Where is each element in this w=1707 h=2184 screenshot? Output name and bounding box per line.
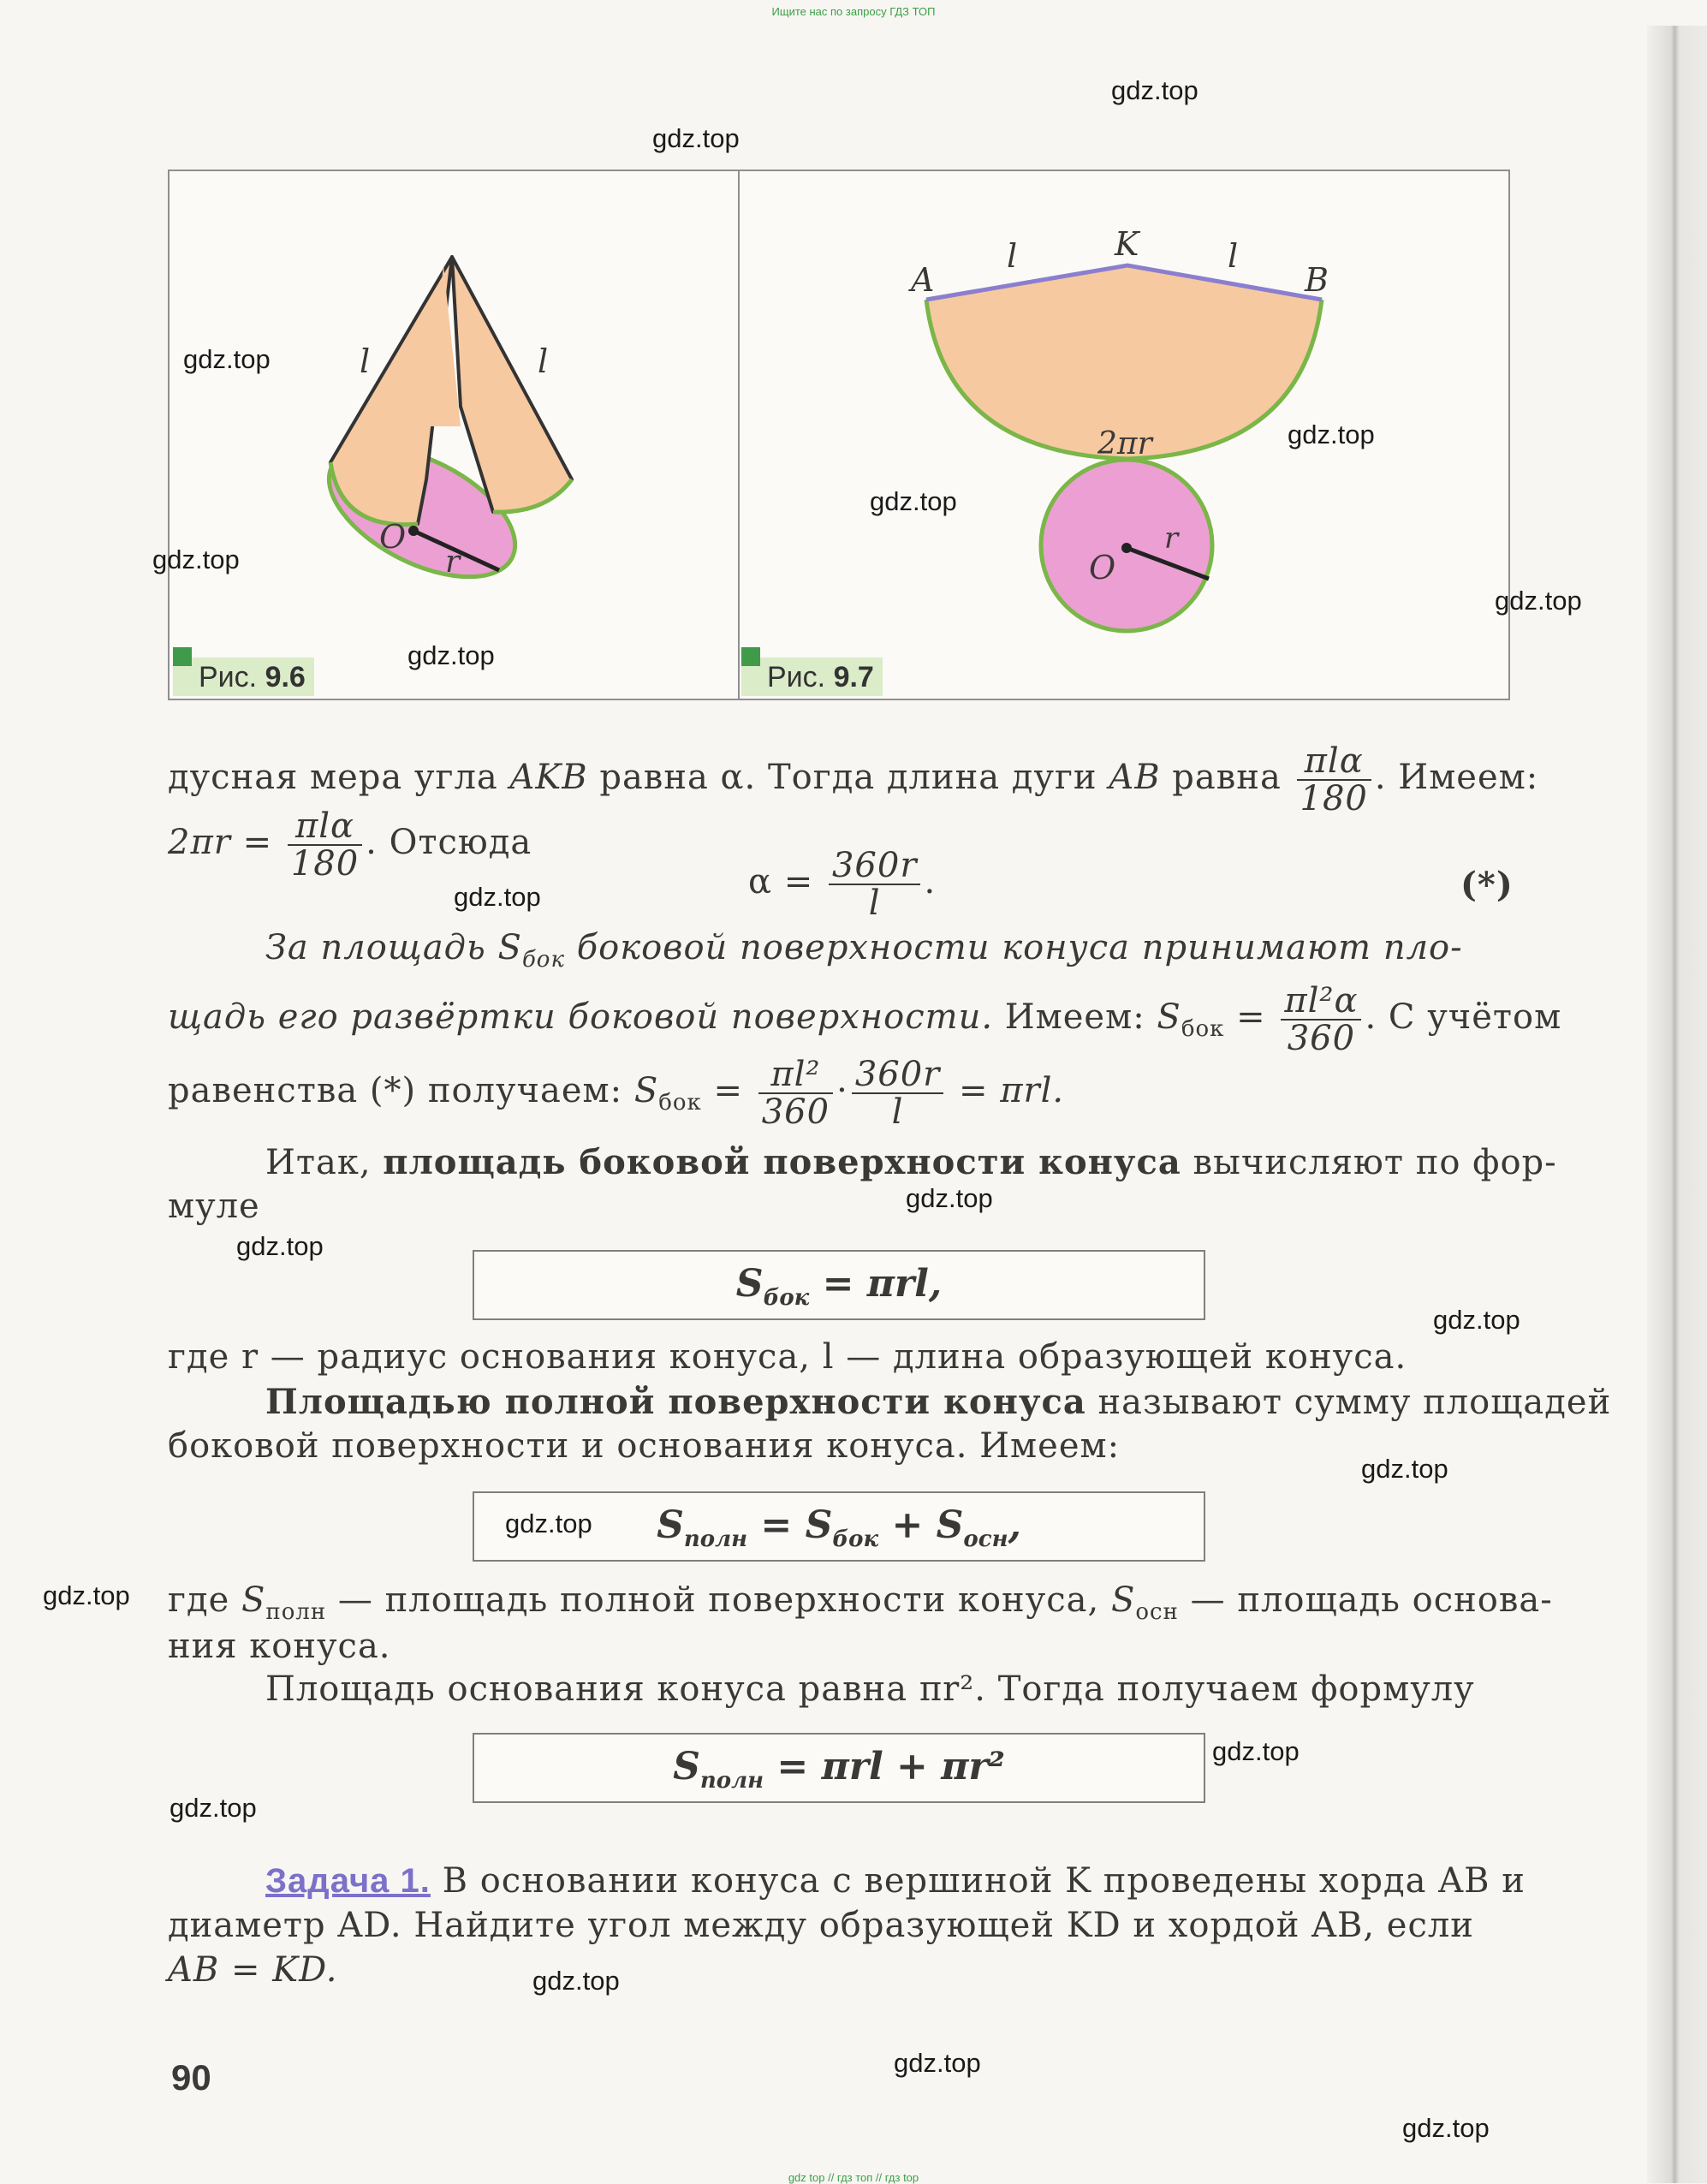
- bottom-note: gdz top // гдз топ // гдз top: [788, 2171, 919, 2184]
- watermark: gdz.top: [407, 640, 495, 670]
- watermark: gdz.top: [236, 1231, 324, 1261]
- paragraph-8-line2: ния конуса.: [168, 1627, 391, 1666]
- paragraph-4: равенства (*) получаем: $S_{бок}$ = $\frac{\text{πl²}}{360}$ · $\frac{360r}{l}$ = πrl.: [168, 1055, 1065, 1132]
- figure-9-6: [170, 171, 738, 699]
- watermark: gdz.top: [1288, 420, 1375, 449]
- cone-lateral-right: [452, 257, 572, 512]
- paragraph-3-line2: щадь его развёртки боковой поверхности. Имеем: $S_{бок}$ = $\frac{\text{πl²α}}{360}$ . С учётом: [168, 981, 1562, 1058]
- task-label[interactable]: Задача 1.: [265, 1862, 431, 1900]
- watermark: gdz.top: [170, 1793, 257, 1823]
- paragraph-6: где r — радиус основания конуса, l — длина образующей конуса.: [168, 1337, 1407, 1377]
- watermark: gdz.top: [1495, 586, 1582, 616]
- label-l-right: l: [538, 342, 549, 380]
- figure-9-7: [740, 171, 1510, 699]
- watermark: gdz.top: [1433, 1305, 1520, 1335]
- formula-box-lateral: $S_{бок} = \pi rl$,: [473, 1250, 1205, 1320]
- task-1-line3: AB = KD.: [168, 1950, 338, 1990]
- paragraph-5-line2: муле: [168, 1187, 260, 1226]
- paragraph-3-line1: За площадь $S_{бок}$ боковой поверхности конуса принимают пло-: [265, 928, 1463, 973]
- label-l-left: l: [1007, 237, 1018, 275]
- label-A: A: [911, 261, 935, 299]
- watermark: gdz.top: [43, 1580, 130, 1610]
- paragraph-9: Площадь основания конуса равна πr². Тогда получаем формулу: [265, 1669, 1475, 1709]
- label-O: O: [379, 518, 407, 556]
- label-l-right: l: [1228, 237, 1239, 275]
- watermark: gdz.top: [183, 344, 271, 374]
- formula-box-full-area: $S_{полн} = \pi rl + \pi r^2$: [473, 1733, 1205, 1803]
- label-B: B: [1305, 261, 1329, 299]
- watermark: gdz.top: [894, 2048, 981, 2078]
- watermark: gdz.top: [870, 486, 957, 516]
- task-1-line2: диаметр AD. Найдите угол между образующей KD и хордой AB, если: [168, 1906, 1474, 1945]
- watermark: gdz.top: [652, 123, 740, 153]
- watermark: gdz.top: [454, 882, 541, 912]
- label-K: K: [1115, 225, 1139, 263]
- watermark: gdz.top: [505, 1509, 592, 1538]
- top-note: Ищите нас по запросу ГДЗ ТОП: [771, 5, 936, 18]
- caption-fig-9-6: Рис. 9.6: [173, 658, 314, 696]
- watermark: gdz.top: [1402, 2113, 1490, 2143]
- watermark: gdz.top: [152, 545, 240, 574]
- label-r: r: [445, 545, 461, 580]
- paragraph-8-line1: где $S_{полн}$ — площадь полной поверхности конуса, $S_{осн}$ — площадь основа-: [168, 1580, 1553, 1625]
- watermark: gdz.top: [1361, 1454, 1448, 1484]
- label-2pir: 2πr: [1097, 426, 1152, 461]
- label-r: r: [1164, 521, 1179, 556]
- watermark: gdz.top: [906, 1183, 993, 1213]
- paragraph-2: 2πr = $\frac{\text{πlα}}{180}$ . Отсюда: [168, 806, 532, 884]
- watermark: gdz.top: [1212, 1736, 1300, 1766]
- watermark: gdz.top: [1111, 75, 1198, 105]
- paragraph-7-line2: боковой поверхности и основания конуса. Имеем:: [168, 1426, 1121, 1466]
- page-number: 90: [171, 2057, 211, 2098]
- formula-box-total: $S_{полн} = S_{бок} + S_{осн}$,: [473, 1491, 1205, 1562]
- watermark: gdz.top: [532, 1966, 620, 1996]
- page-binding-edge: [1647, 26, 1707, 2183]
- paragraph-5-line1: Итак, площадь боковой поверхности конуса вычисляют по фор-: [265, 1142, 1557, 1182]
- paragraph-1: дусная мера угла AKB равна α. Тогда длина дуги AB равна $\frac{\text{πlα}}{180}$ . Имеем:: [168, 741, 1539, 818]
- caption-fig-9-7: Рис. 9.7: [741, 658, 883, 696]
- label-l-left: l: [360, 342, 371, 380]
- paragraph-7-line1: Площадью полной поверхности конуса называют сумму площадей: [265, 1382, 1612, 1422]
- task-1-line1: Задача 1. В основании конуса с вершиной K проведены хорда AB и: [265, 1861, 1526, 1901]
- equation-star-label: (*): [1460, 865, 1514, 905]
- equation-alpha: α = $\frac{360r}{l}$ .: [748, 846, 937, 923]
- label-O: O: [1089, 549, 1116, 586]
